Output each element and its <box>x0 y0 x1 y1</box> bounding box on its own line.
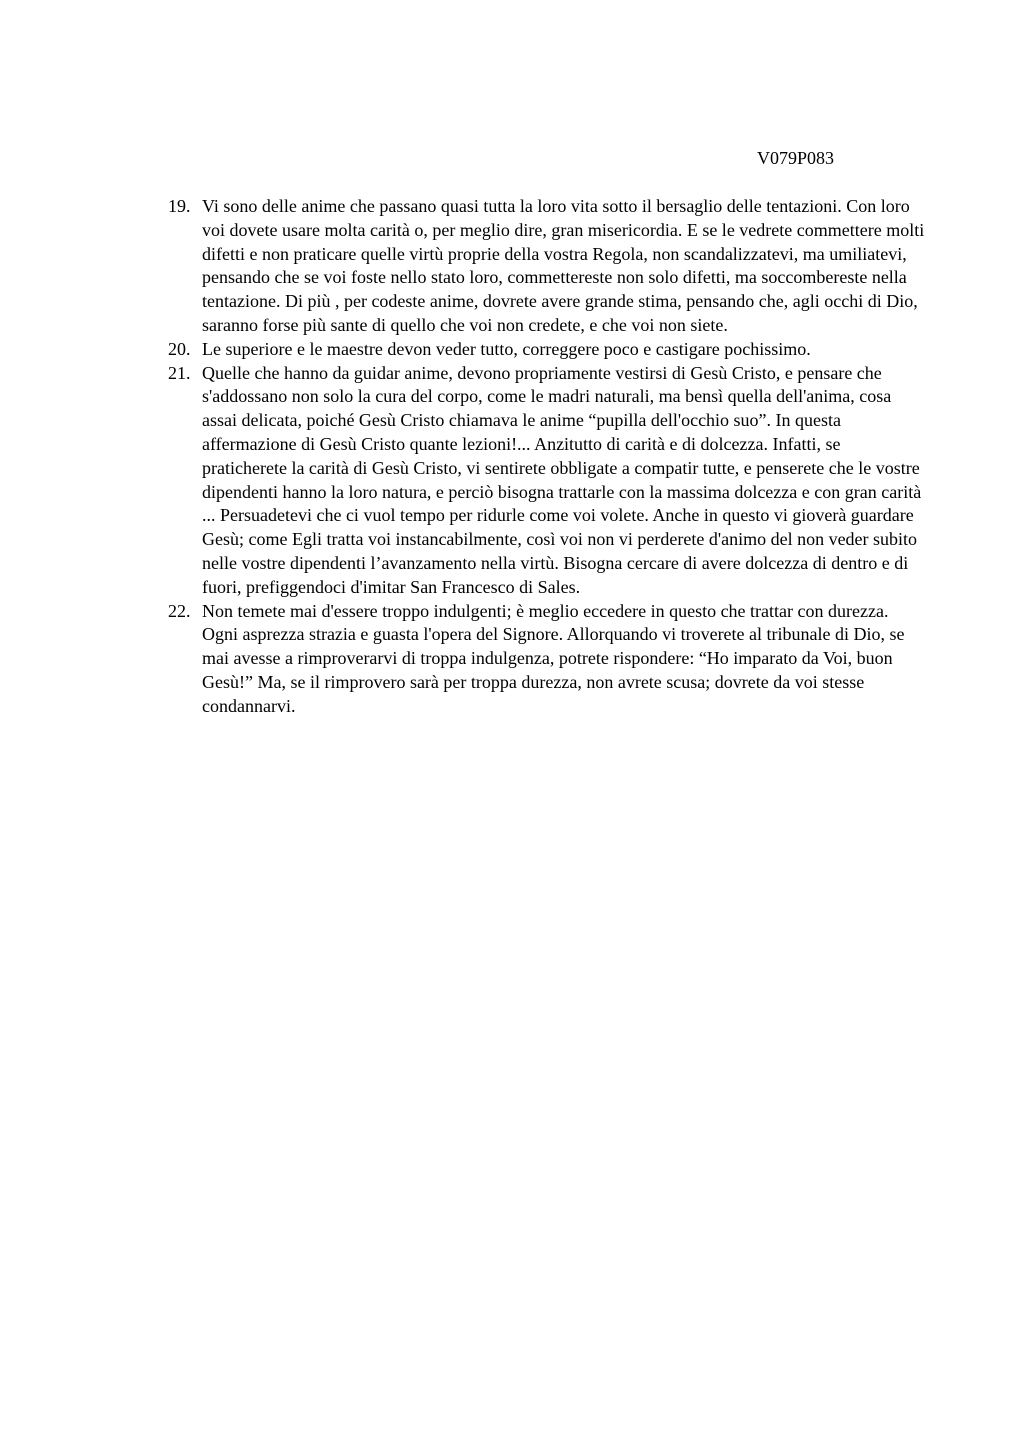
page-code: V079P083 <box>757 148 835 168</box>
list-item <box>168 600 928 719</box>
list-item <box>168 338 928 362</box>
item-text: Non temete mai d'essere troppo indulgenti; è meglio eccedere in questo che trattar con durezza. Ogni asprezza strazia e guasta l'opera del Signore. Allorquando vi troverete al tribunale di Dio, se mai avesse a rimproverarvi di troppa indulgenza, potrete rispondere: “Ho imparato da Voi, buon Gesù!” Ma, se il rimprovero sarà per troppa durezza, non avrete scusa; dovrete da voi stesse condannarvi. <box>202 600 905 716</box>
item-number: 19. <box>168 196 191 216</box>
item-number: 21. <box>168 362 191 383</box>
numbered-list <box>168 195 928 719</box>
list-item <box>168 195 928 338</box>
item-number: 20. <box>168 338 191 359</box>
item-text: Vi sono delle anime che passano quasi tutta la loro vita sotto il bersaglio delle tentazioni. Con loro voi dovete usare molta carità o, per meglio dire, gran misericordia. E se le vedrete commettere molti difetti e non praticare quelle virtù proprie della vostra Regola, non scandalizzatevi, ma umiliatevi, pensando che se voi foste nello stato loro, commettereste non solo difetti, ma soccombereste nella tentazione. Di più , per codeste anime, dovrete avere grande stima, pensando che, agli occhi di Dio, saranno forse più sante di quello che voi non credete, e che voi non siete. <box>202 196 925 335</box>
item-number: 22. <box>168 600 191 621</box>
list-item <box>168 362 928 600</box>
item-text: Quelle che hanno da guidar anime, devono propriamente vestirsi di Gesù Cristo, e pensare che s'addossano non solo la cura del corpo, come le madri naturali, ma bensì quella dell'anima, cosa assai delicata, poiché Gesù Cristo chiamava le anime “pupilla dell'occhio suo”. In questa affermazione di Gesù Cristo quante lezioni!... Anzitutto di carità e di dolcezza. Infatti, se praticherete la carità di Gesù Cristo, vi sentirete obbligate a compatir tutte, e penserete che le vostre dipendenti hanno la loro natura, e perciò bisogna trattarle con la massima dolcezza e con gran carità ... Persuadetevi che ci vuol tempo per ridurle come voi volete. Anche in questo vi gioverà guardare Gesù; come Egli tratta voi instancabilmente, così voi non vi perderete d'animo del non veder subito nelle vostre dipendenti l’avanzamento nella virtù. Bisogna cercare di avere dolcezza di dentro e di fuori, prefiggendoci d'imitar San Francesco di Sales. <box>202 362 922 597</box>
item-text: Le superiore e le maestre devon veder tutto, correggere poco e castigare pochissimo. <box>202 338 811 359</box>
